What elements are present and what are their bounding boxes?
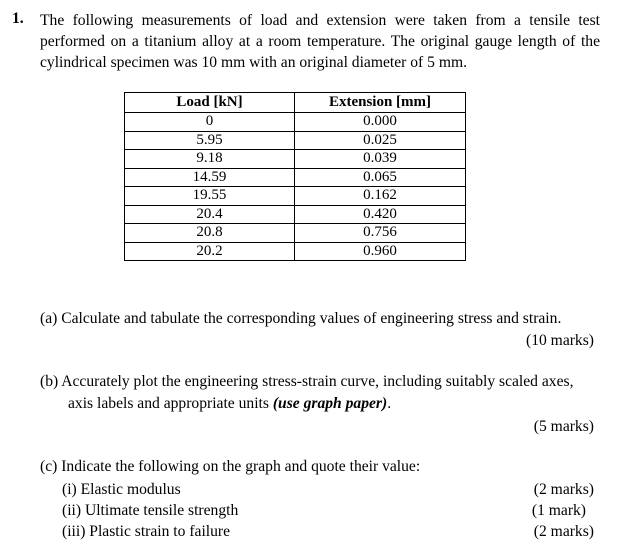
column-header-extension: Extension [mm]	[295, 93, 466, 113]
table-row	[125, 224, 466, 243]
part-c-item-iii-marks: (2 marks)	[533, 523, 594, 540]
load-cell: 0	[125, 113, 295, 132]
table-row	[125, 113, 466, 132]
table-row	[125, 150, 466, 169]
part-c-item-i: (i) Elastic modulus	[62, 481, 181, 498]
intro-line: cylindrical specimen was 10 mm with an original diameter of 5 mm.	[40, 54, 467, 71]
load-cell: 5.95	[125, 131, 295, 150]
part-b-marks: (5 marks)	[533, 418, 594, 435]
load-cell: 14.59	[125, 168, 295, 187]
question-number: 1.	[12, 10, 24, 27]
load-extension-table	[124, 92, 466, 261]
extension-cell: 0.039	[295, 150, 466, 169]
part-a-text: (a) Calculate and tabulate the corresponding values of engineering stress and strain.	[40, 310, 562, 327]
load-cell: 20.4	[125, 205, 295, 224]
part-b-line1: (b) Accurately plot the engineering stress-strain curve, including suitably scaled axes,	[40, 373, 574, 390]
extension-cell: 0.756	[295, 224, 466, 243]
load-cell: 20.8	[125, 224, 295, 243]
part-c-text: (c) Indicate the following on the graph and quote their value:	[40, 458, 421, 475]
column-header-load: Load [kN]	[125, 93, 295, 113]
table-row	[125, 242, 466, 261]
part-c-item-i-marks: (2 marks)	[533, 481, 594, 498]
extension-cell: 0.420	[295, 205, 466, 224]
part-a-marks: (10 marks)	[526, 332, 594, 349]
load-cell: 20.2	[125, 242, 295, 261]
extension-cell: 0.025	[295, 131, 466, 150]
table-row	[125, 187, 466, 206]
part-b-line2-plain: axis labels and appropriate units	[68, 395, 273, 412]
extension-cell: 0.065	[295, 168, 466, 187]
part-c-item-ii-marks: (1 mark)	[531, 502, 586, 519]
table-row	[125, 205, 466, 224]
intro-line: The following measurements of load and extension were taken from a tensile test	[40, 12, 600, 29]
table-row	[125, 131, 466, 150]
part-b-line2-end: .	[387, 395, 392, 412]
table-row	[125, 168, 466, 187]
part-c-item-iii: (iii) Plastic strain to failure	[62, 523, 231, 540]
extension-cell: 0.162	[295, 187, 466, 206]
table-header-row	[125, 93, 466, 113]
graph-paper-note: (use graph paper)	[272, 395, 388, 412]
extension-cell: 0.960	[295, 242, 466, 261]
extension-cell: 0.000	[295, 113, 466, 132]
intro-line: performed on a titanium alloy at a room temperature. The original gauge length of the	[40, 33, 600, 50]
load-cell: 9.18	[125, 150, 295, 169]
part-c-item-ii: (ii) Ultimate tensile strength	[62, 502, 239, 519]
part-b-line2	[68, 395, 391, 413]
question-intro	[40, 10, 600, 73]
load-cell: 19.55	[125, 187, 295, 206]
